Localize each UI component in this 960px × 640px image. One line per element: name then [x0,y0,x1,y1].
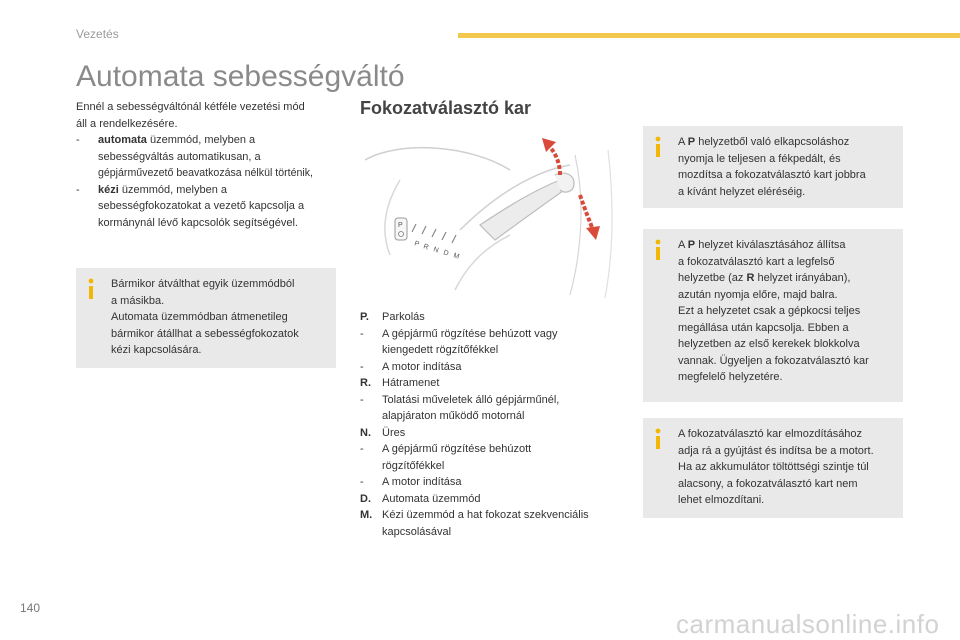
list-item [360,474,630,491]
info-icon [86,278,96,300]
intro-list-item [76,132,341,182]
info-box-mode-switch [76,268,336,368]
arrow-down-icon [580,195,593,230]
gear-text: rögzítőfékkel [382,459,445,472]
info-line: Ha az akkumulátor töltöttségi szintje túl [678,461,869,473]
list-dash: - [76,134,80,146]
gear-text: A gépjármű rögzítése behúzott [382,443,532,455]
info-line: a másikba. [111,294,165,307]
gate-tick [412,224,416,232]
info-line: a fokozatválasztó kart a legfelső [678,255,835,268]
info-line: Bármikor átválthat egyik üzemmódból [111,278,295,290]
intro-line: Ennél a sebességváltónál kétféle vezetési mód [76,101,305,113]
list-item [360,326,630,343]
info-line: A fokozatválasztó kar elmozdításához [678,428,863,440]
info-line: vannak. Ügyeljen a fokozatválasztó kar [678,354,869,367]
intro-item-line: sebességfokozatokat a vezető kapcsolja a [98,200,305,212]
list-dash: - [360,327,364,340]
info-line: kézi kapcsolására. [111,344,202,356]
info-line: lehet elmozdítani. [678,494,765,506]
header-accent-bar [458,33,960,38]
console-outline [385,180,400,255]
mode-name-automatic: automata [98,134,147,146]
list-dash: - [360,360,364,373]
intro-item-line: gépjárművezető beavatkozása nélkül történik, [98,167,313,179]
gear-selector-illustration [360,130,620,300]
info-line: bármikor átállhat a sebességfokozatok [111,327,299,340]
list-dash: - [360,393,364,406]
gear-text: Kézi üzemmód a hat fokozat szekvenciális [382,509,589,521]
gear-text: Automata üzemmód [382,492,481,505]
gear-key: N. [360,426,371,439]
console-outline [365,148,510,170]
section-title: Fokozatválasztó kar [360,98,532,118]
gear-key: M. [360,509,373,521]
info-line: Ezt a helyzetet csak a gépkocsi teljes [678,305,861,317]
list-item [360,309,630,326]
list-dash: - [360,443,364,455]
info-line: megfelelő helyzetére. [678,371,783,383]
info-line: nyomja le teljesen a fékpedált, és [678,152,841,165]
page-number: 140 [20,601,41,615]
info-line: adja rá a gyújtást és indítsa be a motort. [678,444,874,457]
gear-text: Tolatási műveletek álló gépjárműnél, [382,393,560,406]
list-dash: - [76,183,80,196]
header-section-label: Vezetés [76,27,119,41]
console-outline [605,150,612,298]
info-line: A P helyzet kiválasztásához állítsa [678,239,846,251]
gate-tick [422,226,426,234]
gear-text: A gépjármű rögzítése behúzott vagy [382,327,558,340]
gate-tick [442,232,446,240]
info-box-select-park [643,229,903,402]
list-item [360,441,630,458]
page-title: Automata sebességváltó [76,60,405,93]
gear-p-label: P [687,136,696,148]
gear-key: D. [360,492,371,505]
info-icon [653,428,663,450]
gate-letter: N [432,246,440,255]
info-line: a kívánt helyzet eléréséig. [678,185,806,198]
gear-key: R. [360,377,371,389]
gear-text: A motor indítása [382,476,462,488]
intro-line: áll a rendelkezésére. [76,117,178,130]
gear-text: Parkolás [382,311,425,323]
gate-letter: P [413,240,420,249]
list-item [360,359,630,376]
intro-list-item [76,182,341,232]
info-line: mozdítsa a fokozatválasztó kart jobbra [678,169,866,181]
console-outline [455,235,510,290]
list-item [360,408,630,425]
gear-text: alapjáraton működő motornál [382,410,525,422]
info-line: helyzetben az első kerekek blokkolva [678,338,860,350]
gate-tick [432,229,436,237]
info-line: helyzetbe (az R helyzet irányában), [678,272,851,284]
gear-r-label: R [746,272,755,284]
info-line: Automata üzemmódban átmenetileg [111,311,288,323]
gear-text: kiengedett rögzítőfékkel [382,344,499,356]
list-item [360,392,630,409]
list-item [360,491,630,508]
list-item [360,375,630,392]
info-icon [653,136,663,158]
gear-text: A motor indítása [382,360,462,373]
gear-key: P. [360,311,369,323]
gate-letter: R [422,243,430,252]
list-item [360,425,630,442]
watermark: carmanualsonline.info [676,609,940,639]
list-item [360,342,630,359]
gear-text: Üres [382,426,406,439]
gear-position-list [360,309,630,540]
intro-item-line: kormánynál lévő kapcsolók segítségével. [98,216,298,229]
info-line: alacsony, a fokozatválasztó kart nem [678,477,858,490]
info-box-engine-start [643,418,903,518]
gate-letter: M [452,252,461,261]
info-icon [653,239,663,261]
gear-p-label: P [687,239,696,251]
park-button-letter: P [398,222,403,229]
selector-lever-icon [480,180,570,240]
info-line: azután nyomja előre, majd balra. [678,288,838,301]
intro-item-text: üzemmód, melyben a [146,134,256,146]
list-item [360,507,630,524]
list-item [360,458,630,475]
list-item [360,524,630,541]
gate-letter: D [442,249,450,258]
gear-text: kapcsolásával [382,525,452,538]
intro-item-text: üzemmód, melyben a [118,183,228,196]
info-box-leave-park [643,126,903,208]
intro-text [76,99,341,231]
gate-tick [452,235,456,243]
gear-text: Hátramenet [382,377,440,389]
mode-name-manual: kézi [98,183,119,196]
intro-item-line: sebességváltás automatikusan, a [98,150,261,163]
info-line: megállása után kapcsolja. Ebben a [678,321,849,334]
arrow-down-head [586,226,600,240]
list-dash: - [360,476,364,488]
info-line: A P helyzetből való elkapcsoláshoz [678,136,850,148]
